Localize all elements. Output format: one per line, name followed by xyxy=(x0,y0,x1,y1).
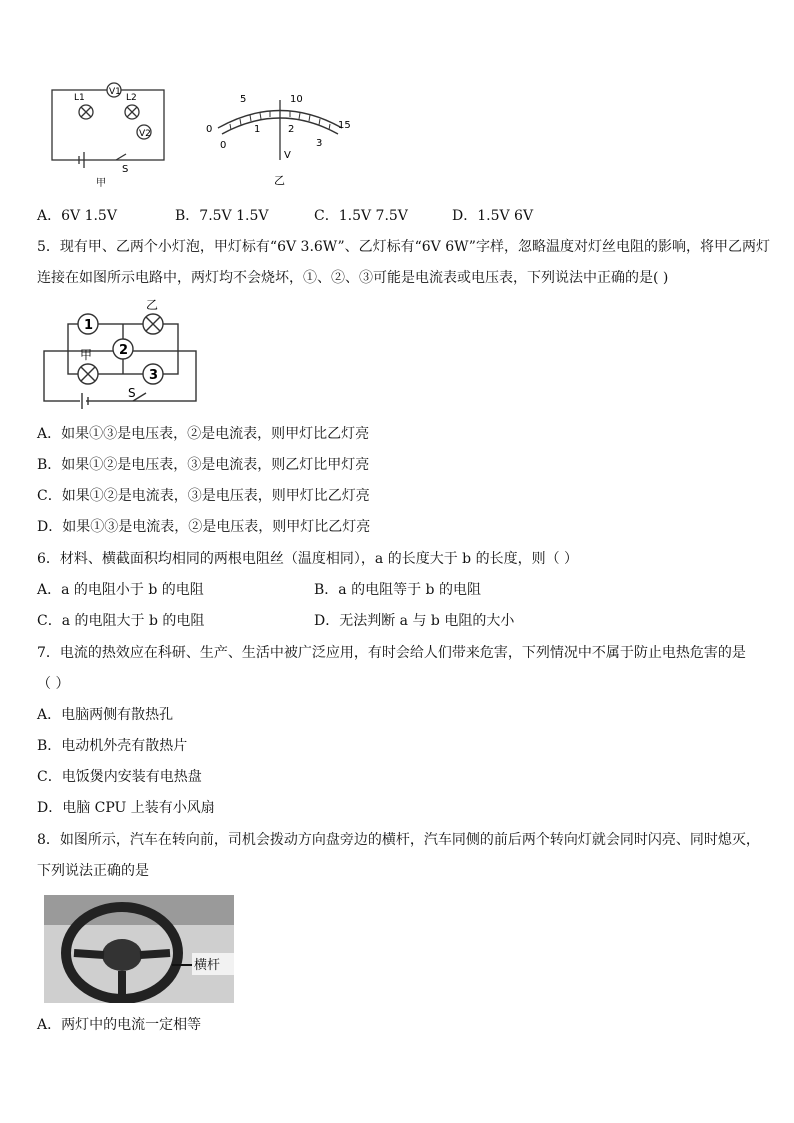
q7-option-c[interactable]: C．电饭煲内安装有电热盘 xyxy=(37,769,202,785)
figure-caption-yi: 乙 xyxy=(274,174,285,187)
q4-option-a[interactable]: A．6V 1.5V xyxy=(37,208,117,224)
meter-3-label: 3 xyxy=(149,368,159,383)
q6-option-c[interactable]: C．a 的电阻大于 b 的电阻 xyxy=(37,613,205,629)
v1-label: V1 xyxy=(109,87,121,97)
l1-label: L1 xyxy=(74,93,85,103)
figure-caption-jia: 甲 xyxy=(96,178,106,189)
q5-option-c[interactable]: C．如果①②是电流表，③是电压表，则甲灯比乙灯亮 xyxy=(37,488,370,504)
lamp-yi-label: 乙 xyxy=(146,298,159,312)
q5-option-d[interactable]: D．如果①③是电流表，②是电压表，则甲灯比乙灯亮 xyxy=(37,519,371,535)
q8-stem-line2: 下列说法正确的是 xyxy=(37,863,149,879)
q5-stem-line2: 连接在如图所示电路中，两灯均不会烧坏，①、②、③可能是电流表或电压表，下列说法中正确的是( ) xyxy=(37,270,669,286)
q4-option-c[interactable]: C．1.5V 7.5V xyxy=(314,208,408,224)
q8-stem-line1: 8．如图所示，汽车在转向前，司机会拨动方向盘旁边的横杆，汽车同侧的前后两个转向灯就会同时闪亮、同时熄灭， xyxy=(37,832,760,848)
switch-label: S xyxy=(128,386,136,400)
photo-label-hengan: 横杆 xyxy=(194,958,221,973)
dial-bottom-tick: 2 xyxy=(288,124,295,135)
q5-option-a[interactable]: A．如果①③是电压表，②是电流表，则甲灯比乙灯亮 xyxy=(37,426,370,442)
voltmeter-dial-yi xyxy=(200,88,360,188)
circuit-figure-jia xyxy=(44,72,184,196)
switch-label: S xyxy=(122,164,129,175)
v2-label: V2 xyxy=(139,129,151,139)
meter-1-label: 1 xyxy=(84,318,94,333)
dial-left-zero: 0 xyxy=(206,124,213,135)
q5-stem-line1: 5．现有甲、乙两个小灯泡，甲灯标有“6V 3.6W”、乙灯标有“6V 6W”字样，忽略温度对灯丝电阻的影响，将甲乙两灯 xyxy=(37,239,770,255)
dial-bottom-tick: 1 xyxy=(254,124,261,135)
meter-2-label: 2 xyxy=(119,343,129,358)
dial-bottom-tick: 0 xyxy=(220,140,227,151)
dial-top-tick: 5 xyxy=(240,94,247,105)
dial-top-tick: 15 xyxy=(338,120,351,131)
q7-option-b[interactable]: B．电动机外壳有散热片 xyxy=(37,738,188,754)
dial-unit: V xyxy=(284,150,291,161)
l2-label: L2 xyxy=(126,93,137,103)
q6-option-b[interactable]: B．a 的电阻等于 b 的电阻 xyxy=(314,582,481,598)
q6-option-a[interactable]: A．a 的电阻小于 b 的电阻 xyxy=(37,582,204,598)
q4-option-b[interactable]: B．7.5V 1.5V xyxy=(175,208,269,224)
steering-wheel-photo xyxy=(44,895,234,1003)
lamp-jia-label: 甲 xyxy=(80,348,93,362)
q6-stem: 6．材料、横截面积均相同的两根电阻丝（温度相同），a 的长度大于 b 的长度，则（ ） xyxy=(37,551,579,567)
q4-option-d[interactable]: D．1.5V 6V xyxy=(452,208,534,224)
q5-option-b[interactable]: B．如果①②是电压表，③是电流表，则乙灯比甲灯亮 xyxy=(37,457,370,473)
q6-option-d[interactable]: D．无法判断 a 与 b 电阻的大小 xyxy=(314,613,515,629)
dial-top-tick: 10 xyxy=(290,94,303,105)
q8-option-a[interactable]: A．两灯中的电流一定相等 xyxy=(37,1017,202,1033)
dial-bottom-tick: 3 xyxy=(316,138,323,149)
circuit-figure-q5 xyxy=(38,296,203,414)
q7-option-d[interactable]: D．电脑 CPU 上装有小风扇 xyxy=(37,800,215,816)
q7-option-a[interactable]: A．电脑两侧有散热孔 xyxy=(37,707,174,723)
q7-stem-line1: 7．电流的热效应在科研、生产、生活中被广泛应用，有时会给人们带来危害，下列情况中不属于防止电热危害的是 xyxy=(37,645,746,661)
q7-stem-line2: （ ） xyxy=(37,676,70,692)
